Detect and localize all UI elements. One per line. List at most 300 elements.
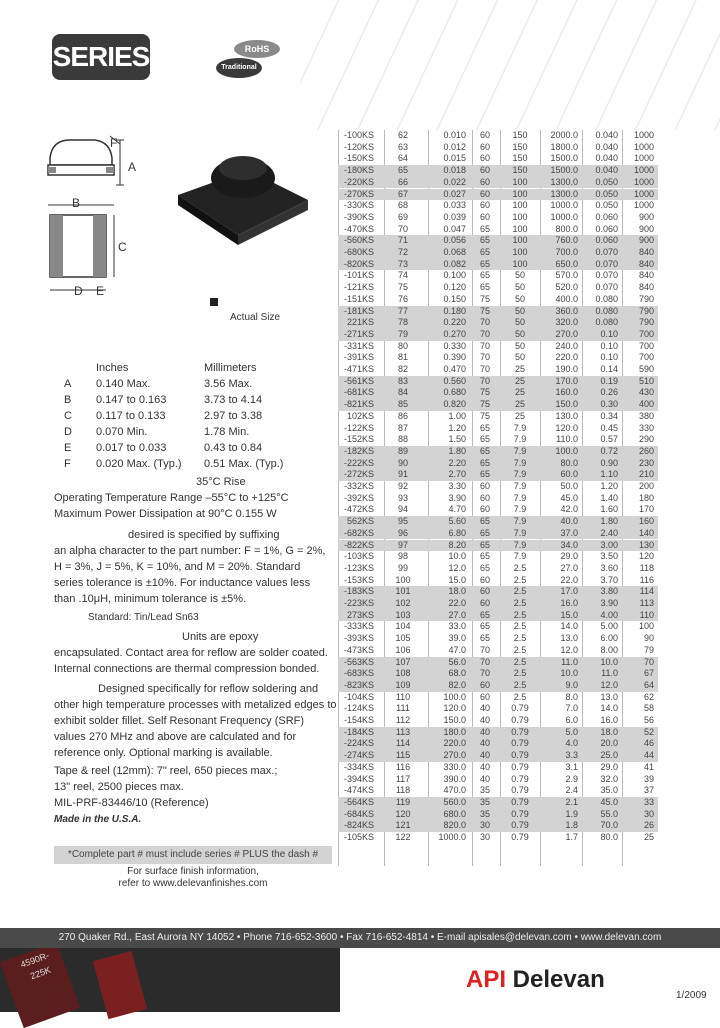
table-cell: 7.0	[565, 703, 578, 714]
table-cell: -332KS	[344, 481, 375, 491]
table-cell: 0.080	[595, 317, 618, 328]
table-cell: 0.180	[443, 305, 466, 316]
table-cell: 65	[479, 235, 490, 246]
label-B: B	[72, 196, 81, 210]
table-cell: 113	[395, 726, 411, 737]
table-cell: 121	[395, 820, 411, 831]
table-cell: 2.5	[513, 691, 527, 702]
table-cell: 3.00	[600, 539, 618, 550]
dim-mm: 0.51 Max. (Typ.)	[204, 458, 284, 470]
table-row	[338, 153, 658, 165]
table-row	[338, 785, 658, 797]
table-cell: 160.0	[555, 387, 578, 398]
spec-pack-1: Tape & reel (12mm): 7" reel, 650 pieces max.;	[54, 765, 278, 777]
table-cell: -822KS	[344, 539, 375, 550]
table-cell: 0.022	[443, 176, 466, 187]
table-cell: 30	[479, 820, 490, 831]
table-cell: 0.056	[443, 235, 466, 246]
table-cell: 60	[479, 691, 490, 702]
table-cell: 30	[643, 808, 654, 819]
table-cell: -561KS	[344, 375, 375, 386]
table-cell: 2.4	[565, 785, 578, 796]
table-cell: 10.0	[600, 656, 618, 667]
table-cell: 0.30	[600, 399, 618, 410]
table-cell: 0.033	[443, 200, 466, 211]
table-row	[338, 750, 658, 762]
table-cell: 60	[479, 141, 490, 152]
table-cell: 110	[395, 691, 411, 702]
table-row	[338, 235, 658, 247]
table-cell: 110.0	[556, 434, 578, 445]
table-cell: 65	[479, 457, 490, 468]
table-cell: 0.220	[443, 317, 466, 328]
table-cell: 114	[639, 586, 654, 597]
table-cell: 100	[512, 223, 528, 234]
table-cell: 67	[643, 668, 654, 679]
table-cell: 1500.0	[550, 165, 578, 176]
table-cell: 40	[479, 726, 490, 737]
table-cell: -104KS	[344, 691, 375, 702]
table-cell: 380	[638, 410, 654, 421]
table-cell: 0.015	[443, 153, 466, 164]
table-cell: 70	[479, 668, 490, 679]
table-cell: 110	[639, 609, 654, 620]
table-cell: 1000	[633, 165, 654, 176]
table-cell: 0.72	[600, 445, 618, 456]
table-cell: 2.5	[513, 644, 527, 655]
table-cell: 2.5	[513, 609, 527, 620]
dim-in: 0.020 Max. (Typ.)	[96, 458, 182, 470]
table-cell: 77	[397, 305, 408, 316]
table-cell: 0.027	[443, 188, 466, 199]
table-cell: 104	[395, 621, 411, 632]
table-row	[338, 797, 658, 809]
spec-op-temp: Operating Temperature Range –55°C to +125°C	[54, 492, 289, 504]
table-cell: 39	[643, 773, 654, 784]
table-cell: 0.018	[443, 165, 466, 176]
table-cell: 0.79	[511, 820, 529, 831]
table-cell: 41	[643, 761, 654, 772]
table-cell: 40	[479, 715, 490, 725]
table-cell: 1.7	[565, 832, 578, 842]
table-cell: 8.00	[600, 644, 618, 655]
table-cell: 0.470	[443, 364, 466, 374]
table-cell: 800.0	[555, 223, 578, 234]
table-cell: -390KS	[344, 211, 375, 222]
table-cell: 50	[514, 352, 525, 363]
table-cell: -124KS	[344, 703, 375, 714]
table-cell: 15.0	[560, 609, 578, 620]
table-row	[338, 516, 658, 528]
table-cell: -223KS	[344, 598, 375, 608]
table-cell: 0.79	[511, 773, 529, 784]
table-cell: 3.60	[600, 562, 618, 573]
table-cell: 25	[514, 387, 525, 398]
table-cell: 0.040	[595, 153, 618, 164]
table-cell: 107	[395, 656, 411, 667]
table-cell: 68	[397, 200, 408, 211]
table-cell: 9.0	[565, 679, 578, 690]
table-cell: 0.820	[443, 399, 466, 410]
table-cell: -184KS	[344, 726, 375, 737]
table-cell: 130.0	[555, 410, 578, 421]
table-cell: 5.60	[448, 516, 466, 527]
table-cell: 70	[479, 328, 490, 339]
table-cell: 116	[639, 574, 654, 585]
table-cell: 0.070	[595, 258, 618, 269]
table-cell: 260	[638, 445, 654, 456]
table-cell: 76	[397, 293, 408, 304]
table-cell: 8.0	[565, 691, 578, 702]
table-cell: 560.0	[443, 796, 466, 807]
table-cell: 0.060	[595, 223, 618, 234]
table-cell: 0.120	[443, 282, 466, 293]
table-cell: 10.0	[560, 668, 578, 679]
table-cell: 80	[397, 340, 408, 351]
table-cell: 11.0	[561, 656, 578, 667]
table-cell: -683KS	[344, 668, 375, 679]
table-cell: -473KS	[344, 644, 375, 655]
table-cell: 1.80	[600, 516, 618, 527]
table-cell: 150	[512, 165, 528, 176]
dim-in: 0.070 Min.	[96, 426, 148, 438]
table-cell: 20.0	[600, 738, 618, 749]
table-row	[338, 820, 658, 832]
spec-tol-2: an alpha character to the part number: F = 1%, G = 2%,	[54, 545, 326, 557]
table-cell: 6.80	[448, 527, 466, 538]
table-cell: 71	[397, 235, 408, 246]
table-cell: 570.0	[555, 270, 578, 281]
table-cell: -470KS	[344, 223, 375, 234]
spec-tol-4: series tolerance is ±10%. For inductance values less	[54, 577, 311, 589]
table-cell: 11.0	[601, 668, 618, 679]
table-cell: 790	[638, 305, 654, 316]
table-cell: 40	[479, 738, 490, 749]
table-row	[338, 633, 658, 645]
table-cell: 0.57	[600, 434, 618, 445]
table-cell: 7.9	[513, 445, 527, 456]
dim-mm: 3.56 Max.	[204, 378, 253, 390]
table-cell: -270KS	[344, 188, 375, 199]
label-A: A	[128, 160, 137, 174]
table-cell: 65	[479, 434, 490, 445]
table-cell: 3.1	[565, 761, 578, 772]
table-cell: 25	[643, 832, 654, 842]
table-cell: 150	[512, 130, 528, 140]
table-cell: 79	[643, 644, 654, 655]
table-cell: 210	[638, 469, 654, 480]
table-cell: 840	[638, 247, 654, 257]
table-cell: 2.70	[448, 469, 466, 480]
table-cell: 79	[397, 328, 408, 339]
table-cell: 100	[512, 188, 528, 199]
table-row	[338, 575, 658, 587]
table-cell: 111	[396, 703, 410, 714]
table-cell: -392KS	[344, 492, 375, 503]
table-cell: 16.0	[560, 598, 578, 608]
table-cell: -152KS	[344, 434, 375, 445]
footer-contact-bar: 270 Quaker Rd., East Aurora NY 14052 • Phone 716-652-3600 • Fax 716-652-4814 • E-mail apisales@delevan.com • www.delevan.com	[0, 928, 720, 948]
spec-tol-5: than .10μH, minimum tolerance is ±5%.	[54, 593, 247, 605]
table-cell: 1000.0	[550, 200, 578, 211]
table-cell: 220.0	[443, 738, 466, 749]
table-cell: 13.0	[600, 691, 618, 702]
table-row	[338, 645, 658, 657]
table-cell: 320.0	[555, 317, 578, 328]
table-cell: 69	[397, 211, 408, 222]
inductor-photo	[168, 150, 318, 260]
table-cell: -334KS	[344, 761, 375, 772]
table-cell: 62	[643, 691, 654, 702]
table-cell: 7.9	[513, 434, 527, 445]
table-cell: -330KS	[344, 200, 375, 211]
table-cell: 60	[479, 211, 490, 222]
table-cell: 0.90	[600, 457, 618, 468]
table-cell: 8.20	[448, 539, 466, 550]
table-cell: 116	[395, 761, 411, 772]
table-cell: 90	[643, 633, 654, 644]
spec-design-2: other high temperature processes with metalized edges to	[54, 699, 337, 711]
table-cell: 900	[638, 223, 654, 234]
table-row	[338, 306, 658, 318]
table-row	[338, 294, 658, 306]
rohs-logo: RoHS	[234, 40, 280, 58]
table-cell: -151KS	[344, 293, 375, 304]
table-cell: 113	[639, 598, 654, 608]
table-cell: 3.90	[600, 598, 618, 608]
spec-tol-1: desired is specified by suffixing	[128, 529, 280, 541]
table-cell: 118	[639, 562, 654, 573]
dim-mm: 1.78 Min.	[204, 426, 250, 438]
dim-key: C	[64, 410, 72, 422]
table-cell: 0.79	[511, 761, 529, 772]
table-cell: 330.0	[443, 761, 466, 772]
table-row	[338, 364, 658, 376]
table-cell: 650.0	[555, 258, 578, 269]
table-cell: 330	[638, 422, 654, 433]
table-cell: 84	[397, 387, 408, 398]
table-cell: 3.3	[565, 750, 578, 761]
table-cell: 0.050	[595, 188, 618, 199]
table-cell: 65	[479, 270, 490, 281]
table-cell: 840	[638, 258, 654, 269]
table-cell: 45.0	[560, 492, 578, 503]
dim-head-mm: Millimeters	[204, 362, 257, 374]
finish-note-2: refer to www.delevanfinishes.com	[118, 878, 268, 889]
table-cell: 2.5	[513, 668, 527, 679]
table-cell: 120	[638, 551, 654, 562]
table-row	[338, 703, 658, 715]
complete-part-note: *Complete part # must include series # PLUS the dash #	[54, 846, 332, 864]
table-cell: 1.60	[600, 504, 618, 515]
table-cell: 0.79	[511, 832, 529, 842]
table-cell: 60	[479, 176, 490, 187]
table-cell: 25	[514, 375, 525, 386]
table-cell: 100	[395, 574, 411, 585]
table-row	[338, 738, 658, 750]
table-cell: 2.5	[513, 562, 527, 573]
table-cell: 40	[479, 773, 490, 784]
table-cell: 160	[638, 516, 654, 527]
table-cell: 39.0	[448, 633, 466, 644]
dim-mm: 0.43 to 0.84	[204, 442, 263, 454]
table-row	[338, 469, 658, 481]
traditional-logo: Traditional	[216, 58, 262, 78]
table-cell: 62	[397, 130, 408, 140]
table-cell: 50.0	[560, 481, 578, 491]
table-cell: -823KS	[344, 679, 375, 690]
table-cell: 35	[479, 808, 490, 819]
table-cell: 74	[397, 270, 408, 281]
table-cell: 1000	[633, 176, 654, 187]
table-cell: 82	[397, 364, 408, 374]
table-row	[338, 282, 658, 294]
table-cell: -100KS	[344, 130, 375, 140]
table-cell: 0.79	[511, 785, 529, 796]
table-cell: 2.1	[565, 796, 578, 807]
table-cell: 0.050	[595, 176, 618, 187]
table-cell: -224KS	[344, 738, 375, 749]
dim-key: F	[64, 458, 71, 470]
table-cell: 390.0	[443, 773, 466, 784]
table-cell: 14.0	[560, 621, 578, 632]
table-cell: 65	[479, 527, 490, 538]
table-cell: -684KS	[344, 808, 375, 819]
table-cell: 1.8	[565, 820, 578, 831]
dim-in: 0.017 to 0.033	[96, 442, 167, 454]
table-cell: 400	[638, 399, 654, 410]
table-cell: 65	[397, 165, 408, 176]
table-cell: 1.40	[600, 492, 618, 503]
table-cell: 0.560	[443, 375, 466, 386]
table-cell: 64	[397, 153, 408, 164]
table-cell: 75	[479, 293, 490, 304]
table-cell: -121KS	[344, 282, 375, 293]
logo-api: API	[466, 966, 507, 993]
table-cell: 100	[512, 247, 528, 257]
table-cell: 270.0	[443, 750, 466, 761]
table-cell: 0.047	[443, 223, 466, 234]
table-cell: 99	[397, 562, 408, 573]
table-cell: 1800.0	[550, 141, 578, 152]
table-cell: 100	[512, 211, 528, 222]
table-cell: 0.79	[511, 715, 529, 725]
table-cell: -682KS	[344, 527, 375, 538]
table-cell: -153KS	[344, 574, 375, 585]
table-cell: 70	[479, 656, 490, 667]
table-cell: 102	[395, 598, 411, 608]
table-cell: 85	[397, 399, 408, 410]
table-cell: -472KS	[344, 504, 375, 515]
table-cell: 150	[512, 141, 528, 152]
table-cell: 2.5	[513, 574, 527, 585]
table-cell: 65	[479, 422, 490, 433]
table-cell: 65	[479, 621, 490, 632]
table-cell: 60	[479, 492, 490, 503]
table-cell: 0.040	[595, 141, 618, 152]
table-cell: 75	[479, 410, 490, 421]
table-cell: 2.9	[565, 773, 578, 784]
table-cell: 122	[395, 832, 411, 842]
actual-size-label: Actual Size	[230, 312, 281, 323]
label-F: F	[110, 136, 118, 150]
table-cell: 700	[638, 328, 654, 339]
table-cell: 7.9	[513, 492, 527, 503]
table-cell: 108	[395, 668, 411, 679]
table-cell: 0.14	[600, 364, 618, 374]
table-cell: 2.5	[513, 586, 527, 597]
table-row	[338, 563, 658, 575]
table-cell: 0.330	[443, 340, 466, 351]
spec-made-in: Made in the U.S.A.	[54, 814, 142, 825]
table-cell: -821KS	[344, 399, 375, 410]
table-cell: -271KS	[344, 328, 375, 339]
spec-units-3: Internal connections are thermal compression bonded.	[54, 663, 320, 675]
table-cell: 3.90	[448, 492, 466, 503]
spec-units-2: encapsulated. Contact area for reflow are solder coated.	[54, 647, 328, 659]
table-cell: 60	[479, 598, 490, 608]
table-cell: 95	[397, 516, 408, 527]
table-cell: 112	[395, 715, 411, 725]
dim-in: 0.140 Max.	[96, 378, 151, 390]
table-cell: 70	[479, 340, 490, 351]
table-cell: 70	[397, 223, 408, 234]
table-cell: -154KS	[344, 715, 375, 725]
table-cell: -681KS	[344, 387, 375, 398]
table-cell: 56	[643, 715, 654, 725]
table-cell: 100	[512, 258, 528, 269]
table-cell: 52	[643, 726, 654, 737]
table-cell: 0.34	[600, 410, 618, 421]
table-cell: 0.10	[600, 328, 618, 339]
table-cell: -103KS	[344, 551, 375, 562]
table-cell: 22.0	[560, 574, 578, 585]
table-cell: 0.070	[595, 282, 618, 293]
table-cell: 68.0	[448, 668, 466, 679]
dim-mm: 3.73 to 4.14	[204, 394, 263, 406]
table-cell: 106	[395, 644, 411, 655]
table-cell: 100.0	[555, 445, 578, 456]
table-cell: 0.100	[443, 270, 466, 281]
table-cell: 91	[397, 469, 408, 480]
table-cell: 0.040	[595, 165, 618, 176]
table-cell: 35	[479, 785, 490, 796]
table-cell: 3.50	[600, 551, 618, 562]
table-cell: 400.0	[555, 293, 578, 304]
table-cell: 1000	[633, 141, 654, 152]
table-cell: 0.10	[600, 340, 618, 351]
label-E: E	[96, 284, 105, 298]
table-cell: 27.0	[448, 609, 466, 620]
table-cell: 1500.0	[550, 153, 578, 164]
table-cell: 0.79	[511, 808, 529, 819]
table-cell: 22.0	[448, 598, 466, 608]
table-cell: 130	[638, 539, 654, 550]
component-label: 4590R-	[19, 950, 51, 970]
table-cell: 0.680	[443, 387, 466, 398]
table-row	[338, 668, 658, 680]
table-cell: 221KS	[346, 317, 374, 328]
table-row	[338, 774, 658, 786]
dimension-drawing	[40, 130, 150, 300]
table-row	[338, 341, 658, 353]
spec-tol-3: H = 3%, J = 5%, K = 10%, and M = 20%. Standard	[54, 561, 301, 573]
dim-key: B	[64, 394, 72, 406]
api-delevan-logo	[466, 966, 605, 994]
table-cell: 1000.0	[438, 832, 466, 842]
table-cell: 10.0	[448, 551, 466, 562]
table-cell: 290	[638, 434, 654, 445]
